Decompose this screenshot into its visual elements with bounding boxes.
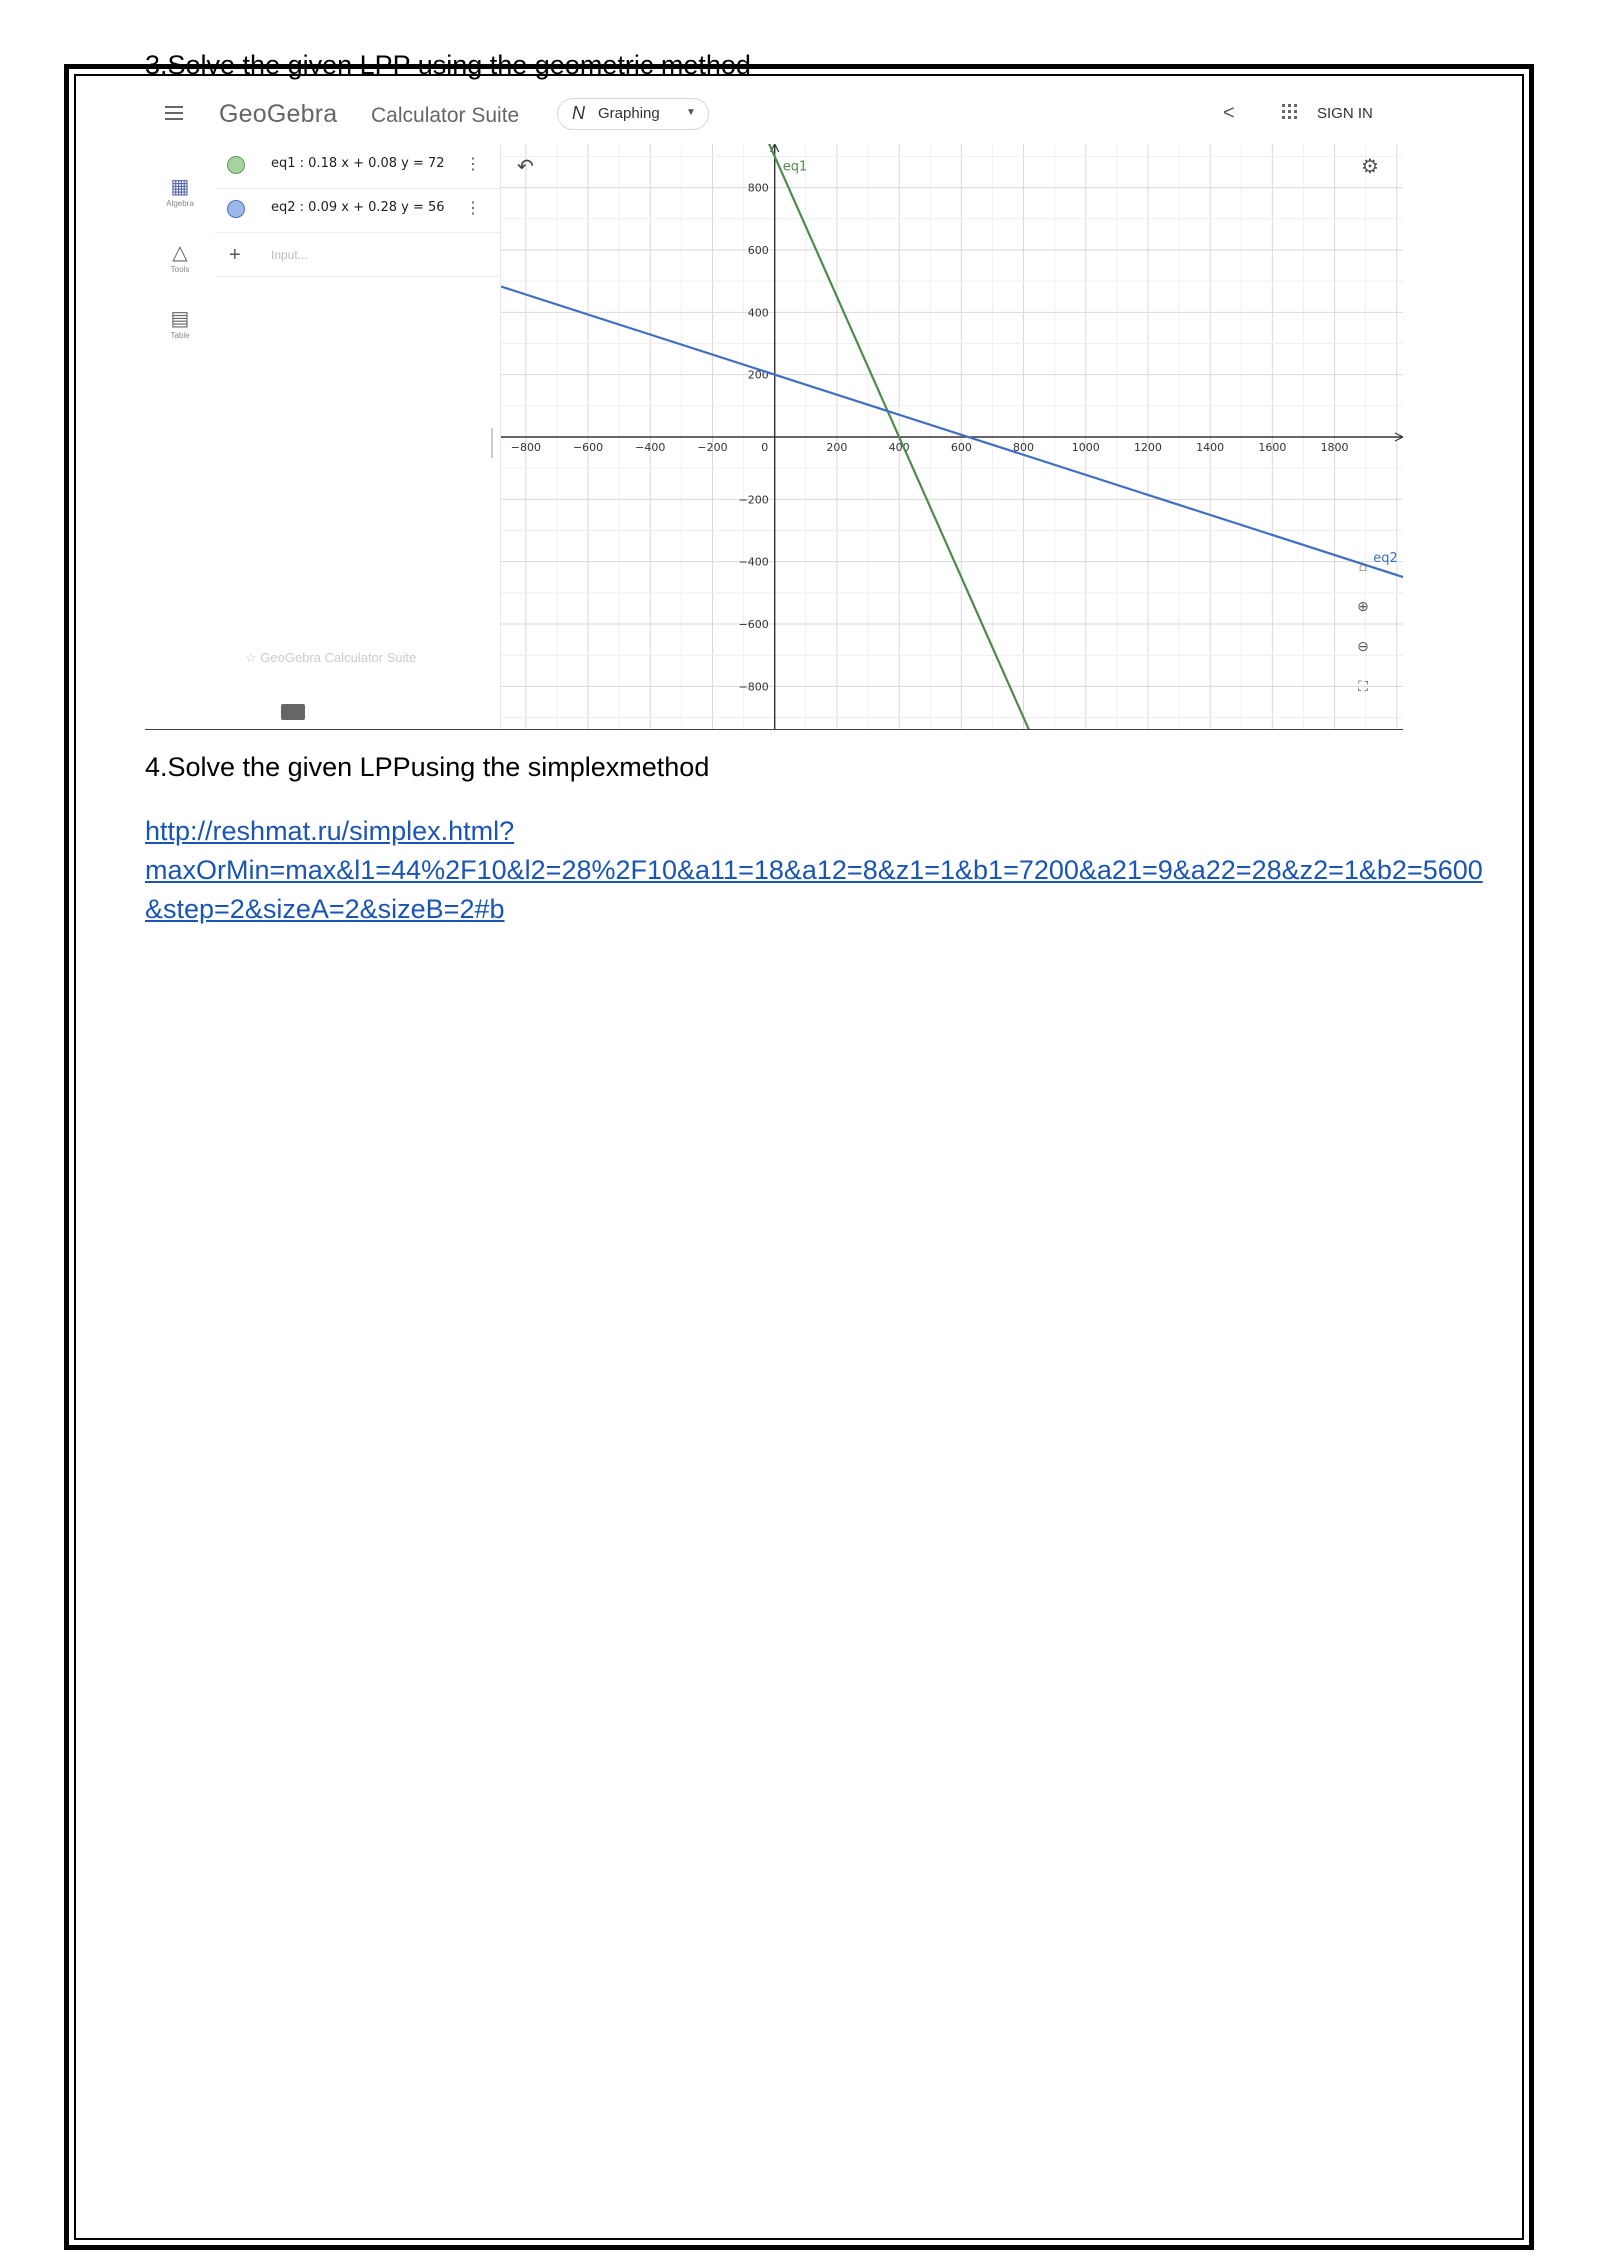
series-label-eq1: eq1 [782,159,808,175]
zoom-in-icon[interactable]: ⊕ [1357,598,1369,614]
visibility-toggle-eq2[interactable] [227,200,245,218]
rail-label-algebra: Algebra [166,199,194,208]
sign-in-button[interactable]: SIGN IN [1317,105,1373,122]
x-tick-label: −600 [572,441,604,454]
graphing-icon: N [572,103,585,123]
equation-eq1[interactable]: eq1 : 0.18 x + 0.08 y = 72 [271,156,445,171]
link-line[interactable]: &step=2&sizeA=2&sizeB=2#b [145,894,505,924]
link-line[interactable]: maxOrMin=max&l1=44%2F10&l2=28%2F10&a11=18&a12=8&z1=1&b1=7200&a21=9&a22=28&z2=1&b2=5600 [145,855,1483,885]
undo-icon[interactable]: ↶ [517,156,534,178]
x-tick-label: 0 [761,441,769,454]
home-icon[interactable]: ⌂ [1358,558,1368,574]
x-tick-label: 1200 [1133,441,1162,454]
x-tick-label: 1800 [1320,441,1349,454]
y-tick-label: −600 [738,618,769,632]
add-icon[interactable]: + [229,244,241,266]
algebra-input[interactable]: Input... [271,248,308,262]
table-icon: ▤ [170,308,190,330]
more-options-icon[interactable]: ⋮ [465,156,481,173]
equation-eq2[interactable]: eq2 : 0.09 x + 0.28 y = 56 [271,200,445,215]
visibility-toggle-eq1[interactable] [227,156,245,174]
keyboard-icon[interactable] [281,704,305,720]
mode-selector[interactable] [557,98,709,130]
screenshot-bottom-edge [145,729,1403,730]
equation-row-eq1[interactable] [215,144,500,189]
reshmat-link[interactable] [145,812,1485,929]
rail-algebra[interactable] [145,174,215,208]
link-line[interactable]: http://reshmat.ru/simplex.html? [145,816,515,846]
input-row[interactable] [215,232,500,277]
app-subtitle: Calculator Suite [371,104,520,127]
x-tick-label: 200 [826,441,848,454]
x-tick-label: 600 [950,441,972,454]
more-options-icon[interactable]: ⋮ [465,200,481,217]
tools-icon: △ [172,242,188,264]
x-tick-label: 1000 [1071,441,1100,454]
y-tick-label: −800 [738,680,769,694]
y-tick-label: 600 [747,243,769,257]
y-tick-label: 800 [747,181,769,195]
rail-label-tools: Tools [170,265,190,274]
graph-canvas[interactable] [501,144,1403,730]
apps-grid-icon[interactable] [1282,104,1298,120]
app-footer-brand: ☆ GeoGebra Calculator Suite [245,650,417,665]
x-tick-label: −400 [635,441,666,454]
x-tick-label: 400 [888,441,910,454]
menu-icon[interactable] [165,106,183,122]
fullscreen-icon[interactable]: ⛶ [1358,678,1368,694]
series-line-eq2 [501,286,1403,577]
zoom-out-icon[interactable]: ⊖ [1357,638,1369,654]
chevron-down-icon: ▼ [686,107,696,118]
algebra-panel [215,144,501,730]
mode-label: Graphing [598,105,660,122]
rail-label-table: Table [170,331,190,340]
x-tick-label: 800 [1013,441,1035,454]
y-tick-label: 400 [747,306,769,320]
app-logo: GeoGebra [219,100,338,128]
settings-icon[interactable]: ⚙ [1361,156,1379,178]
left-rail [145,144,215,730]
series-label-eq2: eq2 [1373,551,1398,567]
geogebra-screenshot [145,92,1403,730]
y-tick-label: −200 [738,493,769,507]
graphics-view[interactable] [501,144,1403,730]
x-tick-label: 1600 [1258,441,1287,454]
rail-table[interactable] [145,306,215,340]
x-tick-label: −800 [510,441,541,454]
footer-label: GeoGebra Calculator Suite [260,650,417,665]
equation-row-eq2[interactable] [215,188,500,233]
section-4-heading: 4.Solve the given LPPusing the simplexmethod [145,752,710,782]
x-tick-label: 1400 [1196,441,1225,454]
section-3-heading: 3.Solve the given LPP using the geometric method [145,50,751,80]
rail-tools[interactable] [145,240,215,274]
x-tick-label: −200 [697,441,728,454]
y-tick-label: −400 [738,555,769,569]
y-tick-label: 200 [747,368,769,382]
share-icon[interactable]: < [1223,102,1235,124]
app-header [145,92,1403,144]
calculator-icon: ▦ [170,176,190,198]
panel-resize-handle[interactable] [491,428,493,458]
